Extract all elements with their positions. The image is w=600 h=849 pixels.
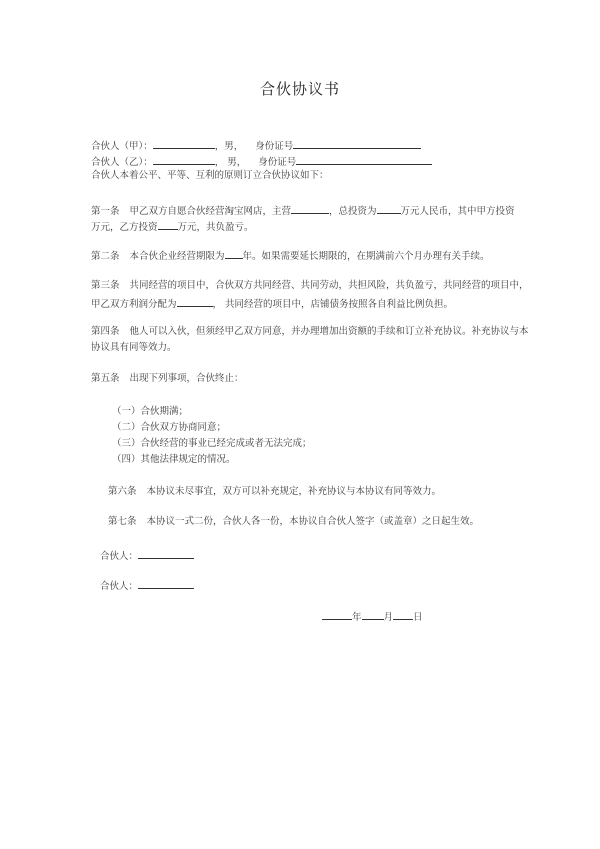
party-a-line xyxy=(91,138,421,153)
article-1-text: 万元，乙方投资 xyxy=(91,222,158,233)
party-a-name-field[interactable] xyxy=(153,138,215,149)
party-a-gender: ，男， xyxy=(214,141,244,152)
signature-label: 合伙人： xyxy=(100,551,139,562)
article-3-label: 第三条 xyxy=(91,280,120,291)
article-3-text: ， 共同经营的项目中，店铺债务按照各自利益比例负担。 xyxy=(212,299,454,310)
party-b-id-label: 身份证号 xyxy=(258,157,297,168)
article-1-line-2 xyxy=(91,219,254,234)
main-business-field[interactable] xyxy=(291,203,329,214)
article-1-text: 甲乙双方自愿合伙经营淘宝网店，主营 xyxy=(129,206,292,217)
article-4-label: 第四条 xyxy=(91,326,120,337)
signature-line-1 xyxy=(100,548,194,563)
signature-field-2[interactable] xyxy=(138,578,194,589)
article-3-text: 共同经营的项目中，合伙双方共同经营、共同劳动，共担风险，共负盈亏，共同经营的项目中， xyxy=(129,280,529,291)
article-1-text: ，总投资为 xyxy=(329,206,377,217)
article-4-line-2: 协议具有同等效力。 xyxy=(91,342,177,353)
article-2-text: 年。如果需要延长期限的，在期满前六个月办理有关手续。 xyxy=(242,251,490,262)
party-b-label: 合伙人（乙）： xyxy=(91,157,153,168)
article-5-text: 出现下列事项，合伙终止： xyxy=(129,373,244,384)
termination-item-4: （四）其他法律规定的情况。 xyxy=(112,454,236,465)
day-label: 日 xyxy=(413,612,423,623)
article-4-line-1 xyxy=(91,326,529,338)
intro-text: 合伙人本着公平、平等、互利的原则订立合伙协议如下： xyxy=(91,170,329,181)
termination-item-2: （二）合伙双方协商同意； xyxy=(112,422,227,433)
term-years-field[interactable] xyxy=(225,248,243,259)
article-5-line xyxy=(91,373,244,385)
article-7-label: 第七条 xyxy=(108,516,137,527)
party-b-gender: ， 男， xyxy=(214,157,247,168)
total-investment-field[interactable] xyxy=(377,203,401,214)
signature-line-2 xyxy=(100,578,194,593)
article-1-text: 万元，共负盈亏。 xyxy=(177,222,254,233)
article-7-line xyxy=(108,516,479,528)
article-2-label: 第二条 xyxy=(91,251,120,262)
party-b-investment-field[interactable] xyxy=(158,219,178,230)
article-5-label: 第五条 xyxy=(91,373,120,384)
article-3-line-2 xyxy=(91,296,453,311)
year-field[interactable] xyxy=(322,609,352,620)
article-3-text: 甲乙双方利润分配为 xyxy=(91,299,177,310)
article-7-text: 本协议一式二份，合伙人各一份，本协议自合伙人签字（或盖章）之日起生效。 xyxy=(146,516,480,527)
article-1-label: 第一条 xyxy=(91,206,120,217)
article-6-label: 第六条 xyxy=(108,486,137,497)
article-1-line-1 xyxy=(91,203,515,218)
article-2-text: 本合伙企业经营期限为 xyxy=(129,251,225,262)
profit-split-field[interactable] xyxy=(177,296,213,307)
termination-item-1: （一）合伙期满； xyxy=(112,406,189,417)
year-label: 年 xyxy=(352,612,362,623)
termination-item-3: （三）合伙经营的事业已经完成或者无法完成； xyxy=(112,438,312,449)
month-label: 月 xyxy=(383,612,394,623)
article-1-text: 万元人民币，其中甲方投资 xyxy=(400,206,515,217)
document-title: 合伙协议书 xyxy=(259,80,340,98)
party-b-name-field[interactable] xyxy=(153,154,215,165)
article-6-text: 本协议未尽事宜，双方可以补充规定，补充协议与本协议有同等效力。 xyxy=(146,486,442,497)
signature-field-1[interactable] xyxy=(138,548,194,559)
party-b-id-field[interactable] xyxy=(296,154,432,165)
month-field[interactable] xyxy=(362,609,384,620)
date-line xyxy=(322,609,423,624)
party-a-id-field[interactable] xyxy=(293,138,421,149)
article-3-line-1 xyxy=(91,280,529,292)
signature-label: 合伙人： xyxy=(100,581,139,592)
party-a-label: 合伙人（甲）： xyxy=(91,141,153,152)
party-a-id-label: 身份证号 xyxy=(255,141,294,152)
article-4-text: 他人可以入伙，但须经甲乙双方同意，并办理增加出资额的手续和订立补充协议。补充协议与本 xyxy=(129,326,529,337)
article-6-line xyxy=(108,486,441,498)
party-b-line xyxy=(91,154,432,169)
day-field[interactable] xyxy=(393,609,413,620)
article-2-line xyxy=(91,248,490,263)
